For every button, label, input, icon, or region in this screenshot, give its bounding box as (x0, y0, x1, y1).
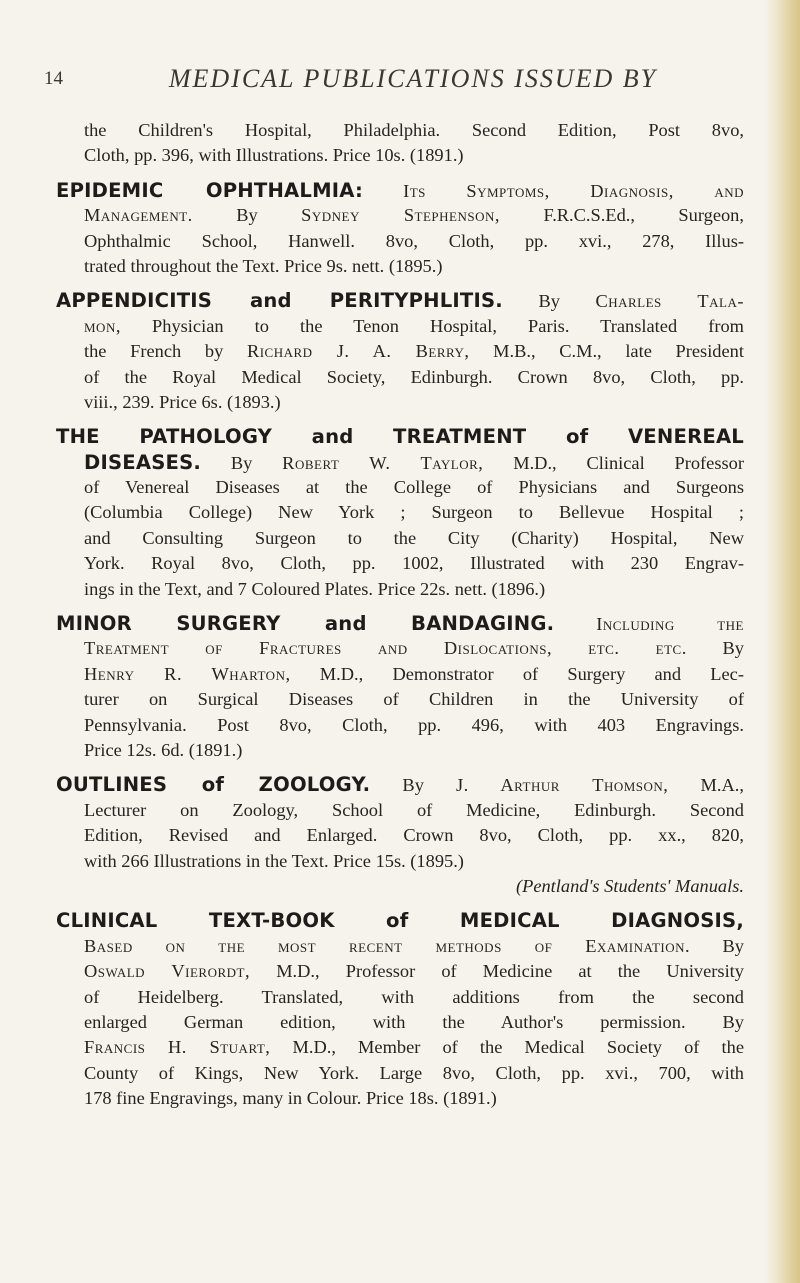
entry-subtitle: Its Symptoms, Diagnosis, and (403, 180, 744, 201)
catalogue-entry-outlines-of-zoology (56, 772, 744, 899)
page-header (44, 64, 734, 98)
entry-subtitle-cont: Management. (84, 205, 193, 226)
entry-line: with 266 Illustrations in the Text. Price 15s. (1895.) (84, 850, 464, 871)
entry-author-cont: mon, (84, 315, 121, 336)
entry-line: turer on Surgical Diseases of Children in the University of (84, 689, 744, 710)
entry-heading: EPIDEMIC OPHTHALMIA: (56, 178, 364, 202)
series-note: (Pentland's Students' Manuals. (515, 875, 744, 896)
entry-translator: Richard J. A. Berry, (246, 341, 470, 362)
entry-by: By (236, 205, 258, 226)
entry-author: Henry R. Wharton, (84, 663, 291, 684)
entry-line: M.D., Professor of Medicine at the University (276, 961, 744, 982)
catalogue-entry-minor-surgery (56, 611, 744, 763)
entry-line: and Consulting Surgeon to the City (Charity) Hospital, New (84, 527, 744, 548)
entry-by: By (722, 935, 744, 956)
page-edge-shadow (764, 0, 800, 1283)
entry-line: ings in the Text, and 7 Coloured Plates. Price 22s. nett. (1896.) (84, 578, 546, 599)
entry-by: By (402, 775, 424, 796)
entry-author: Charles Tala- (595, 291, 745, 312)
catalogue-entry-clinical-text-book (56, 908, 744, 1111)
entry-line: of Venereal Diseases at the College of Physicians and Surgeons (84, 477, 744, 498)
catalogue-entry-venereal-diseases (56, 424, 744, 602)
entry-subtitle: Including the (596, 614, 745, 635)
entry-line: M.D., Clinical Professor (513, 452, 744, 473)
entry-coauthor: Francis H. Stuart, (84, 1037, 271, 1058)
entry-line: (Columbia College) New York ; Surgeon to Bellevue Hospital ; (84, 502, 744, 523)
entry-line: Edition, Revised and Enlarged. Crown 8vo, Cloth, pp. xx., 820, (84, 825, 744, 846)
entry-author: J. Arthur Thomson, (456, 775, 669, 796)
entry-line: York. Royal 8vo, Cloth, pp. 1002, Illustrated with 230 Engrav- (84, 553, 744, 574)
page-number: 14 (44, 68, 63, 89)
entry-line: Lecturer on Zoology, School of Medicine, Edinburgh. Second (84, 799, 744, 820)
catalogue-entry-continuation (56, 118, 744, 169)
entry-line: trated throughout the Text. Price 9s. nett. (1895.) (84, 255, 443, 276)
entry-subtitle-cont: Treatment of Fractures and Dislocations, etc. etc. (84, 638, 687, 659)
entry-line: viii., 239. Price 6s. (1893.) (84, 391, 281, 412)
entry-line: the French by (84, 341, 224, 362)
entry-line: M.D., Member of the Medical Society of the (292, 1037, 745, 1058)
entry-heading: MINOR SURGERY and BANDAGING. (56, 612, 555, 636)
entry-line: Price 12s. 6d. (1891.) (84, 739, 243, 760)
entry-line: F.R.C.S.Ed., Surgeon, (543, 205, 744, 226)
catalogue-entry-epidemic-ophthalmia (56, 178, 744, 280)
entry-subtitle: Based on the most recent methods of Examination. (84, 935, 691, 956)
running-title: MEDICAL PUBLICATIONS ISSUED BY (168, 64, 658, 93)
entry-line: enlarged German edition, with the Author's permission. By (84, 1011, 744, 1032)
entry-author: Robert W. Taylor, (282, 452, 484, 473)
entry-heading: CLINICAL TEXT-BOOK of MEDICAL DIAGNOSIS, (56, 909, 744, 933)
entry-line: 178 fine Engravings, many in Colour. Price 18s. (1891.) (84, 1088, 497, 1109)
entry-line: Ophthalmic School, Hanwell. 8vo, Cloth, pp. xvi., 278, Illus- (84, 230, 744, 251)
entry-by: By (230, 452, 253, 473)
catalogue-entry-appendicitis (56, 288, 744, 415)
entry-author: Sydney Stephenson, (301, 205, 500, 226)
entry-author: Oswald Vierordt, (84, 961, 251, 982)
catalogue-listing (56, 118, 744, 1120)
entry-line: M.A., (700, 775, 744, 796)
entry-line: Cloth, pp. 396, with Illustrations. Price 10s. (1891.) (84, 145, 464, 166)
entry-line: Physician to the Tenon Hospital, Paris. Translated from (152, 315, 744, 336)
entry-line: M.B., C.M., late President (493, 341, 744, 362)
entry-line: of Heidelberg. Translated, with additions from the second (84, 986, 744, 1007)
entry-heading-cont: DISEASES. (84, 450, 202, 474)
entry-heading: OUTLINES of ZOOLOGY. (56, 773, 371, 797)
entry-line: M.D., Demonstrator of Surgery and Lec- (319, 663, 744, 684)
entry-line: of the Royal Medical Society, Edinburgh. Crown 8vo, Cloth, pp. (84, 366, 744, 387)
entry-line: Pennsylvania. Post 8vo, Cloth, pp. 496, with 403 Engravings. (84, 714, 744, 735)
entry-by: By (722, 638, 744, 659)
entry-line: the Children's Hospital, Philadelphia. Second Edition, Post 8vo, (84, 120, 744, 140)
entry-heading: THE PATHOLOGY and TREATMENT of VENEREAL (56, 425, 744, 449)
entry-line: County of Kings, New York. Large 8vo, Cloth, pp. xvi., 700, with (84, 1062, 744, 1083)
entry-by: By (538, 291, 560, 312)
entry-heading: APPENDICITIS and PERITYPHLITIS. (56, 289, 503, 313)
